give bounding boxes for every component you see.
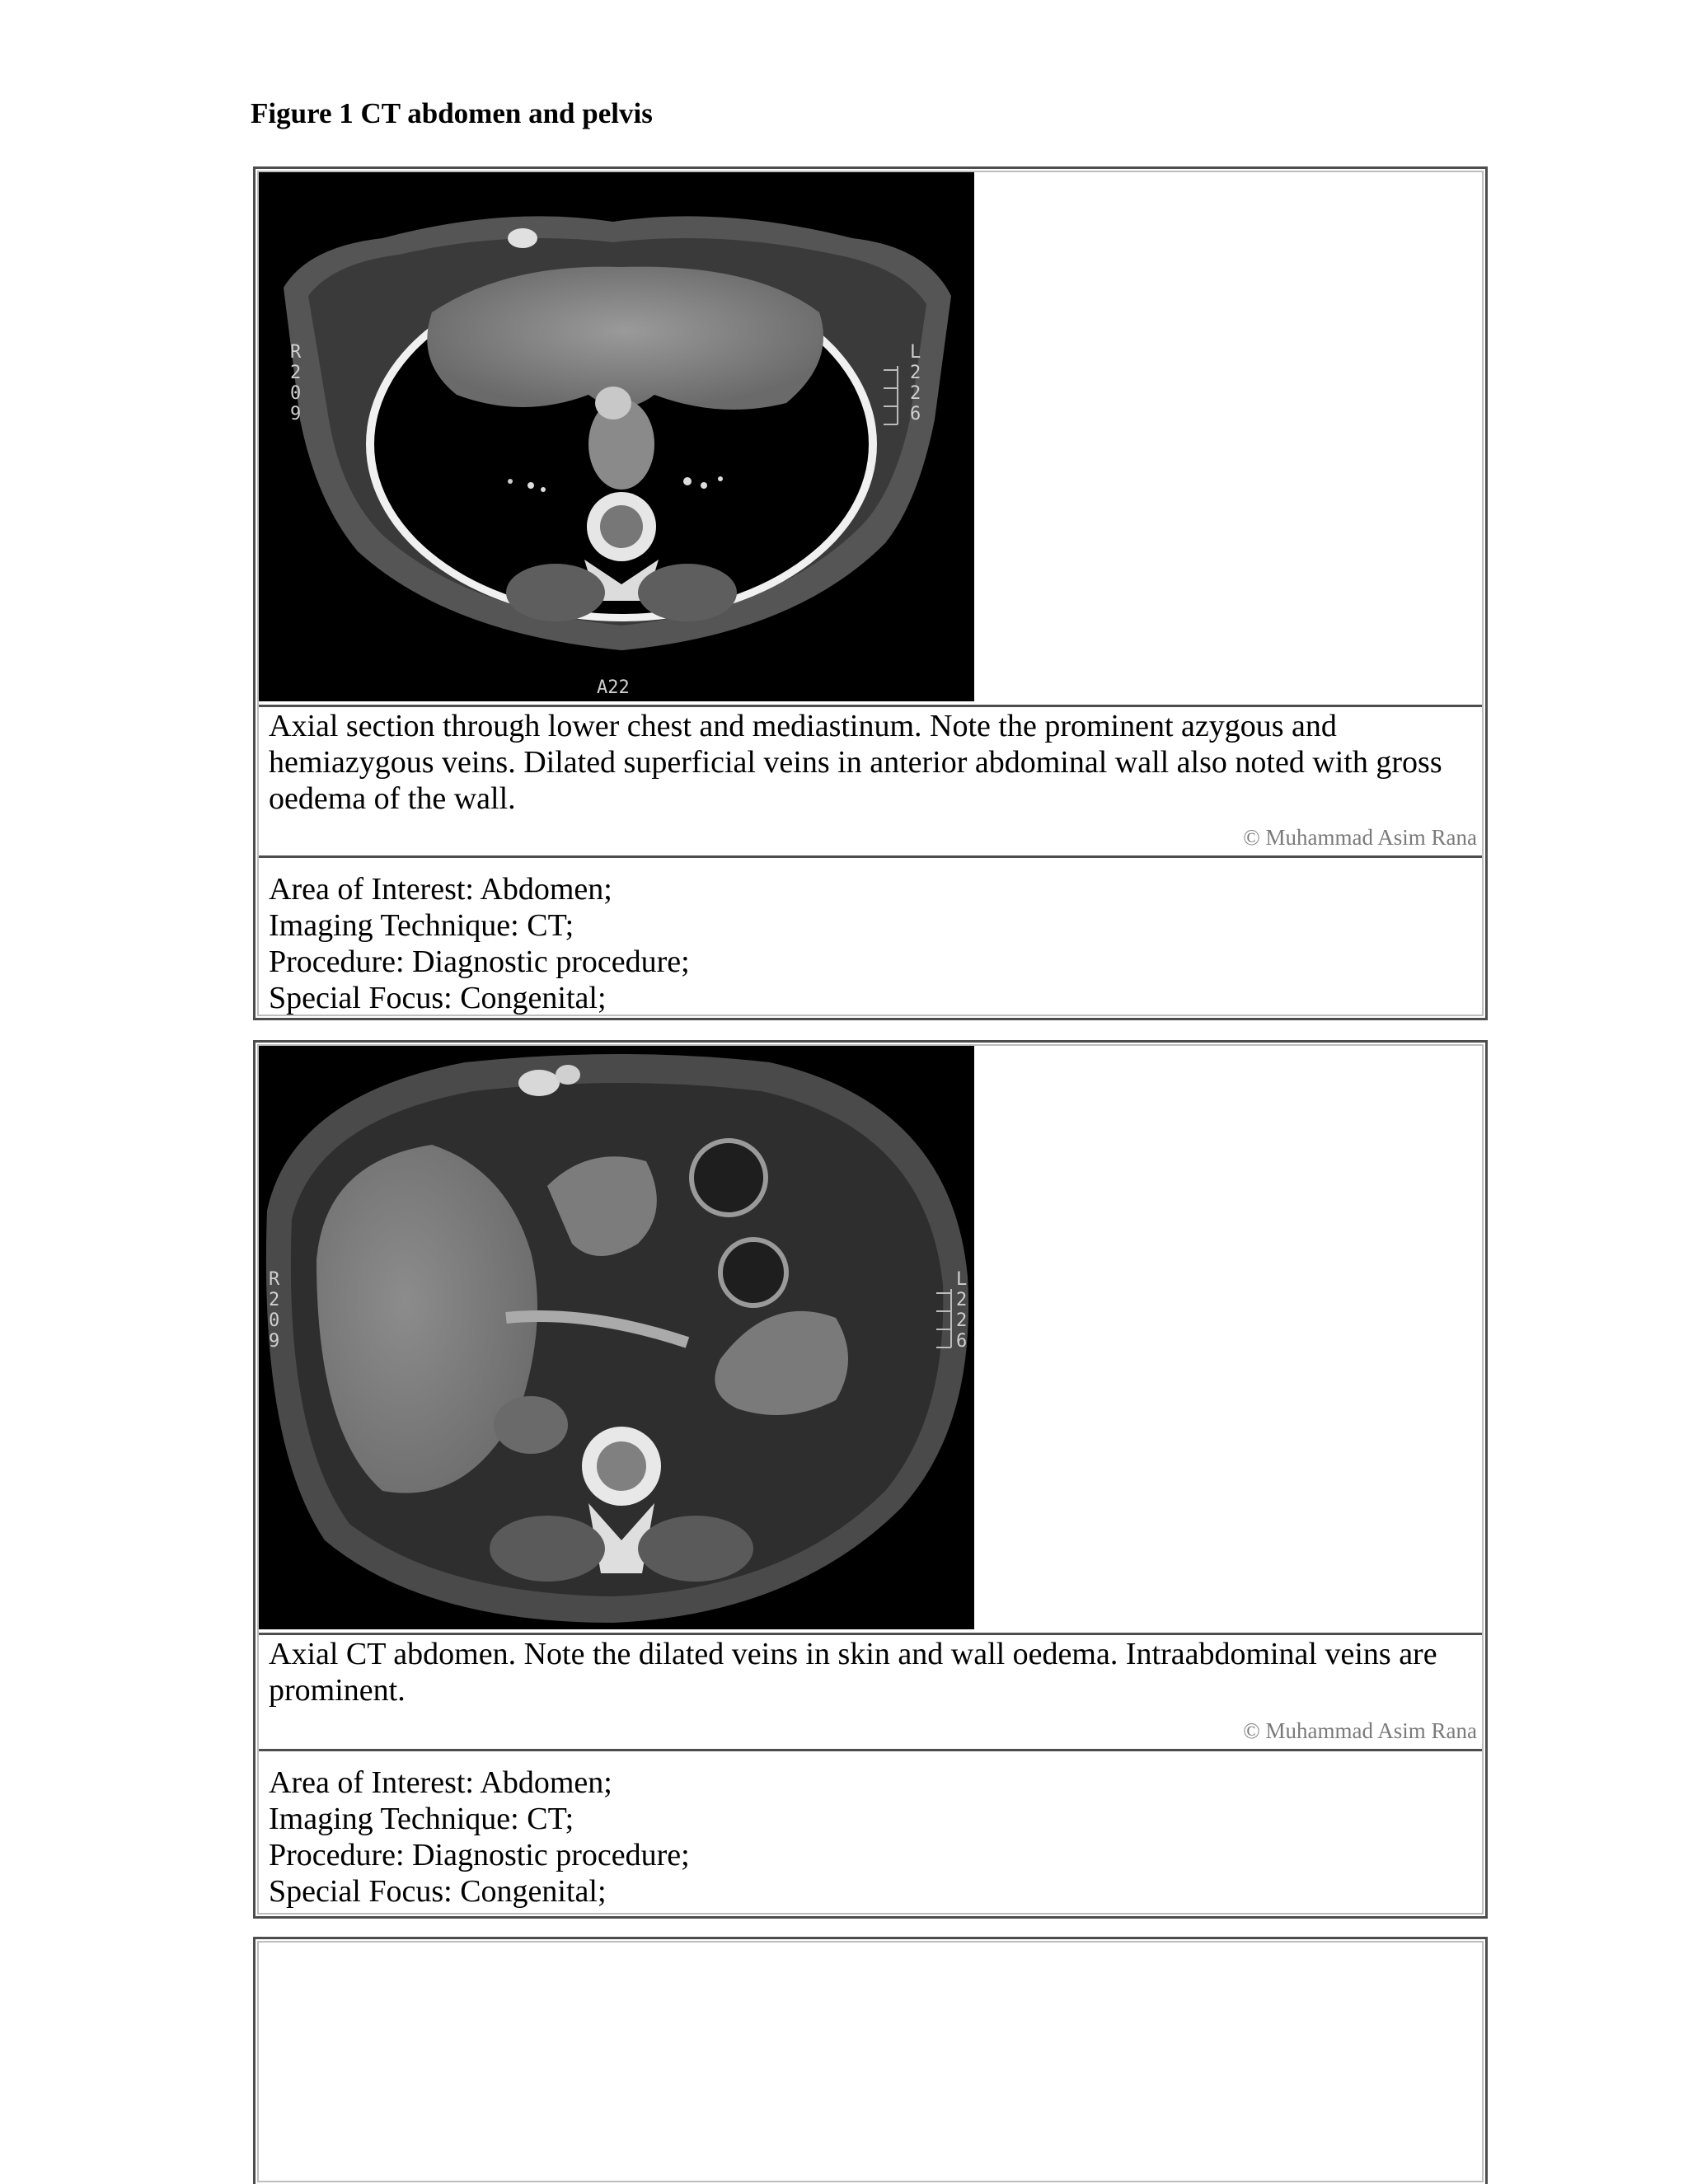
ct-label-r-2: 0 <box>269 1310 280 1331</box>
figure-title: Figure 1 CT abdomen and pelvis <box>251 97 653 129</box>
image-cell <box>259 172 1482 707</box>
ct-label-l-1: 2 <box>956 1290 968 1310</box>
procedure: Procedure: Diagnostic procedure; <box>269 944 690 979</box>
image-cell <box>259 1046 1482 1635</box>
ct-label-r: R <box>290 342 302 363</box>
ct-label-r-3: 9 <box>269 1331 280 1352</box>
ct-image-abdomen <box>259 1046 974 1629</box>
procedure: Procedure: Diagnostic procedure; <box>269 1838 690 1872</box>
divider <box>259 855 1482 858</box>
metadata <box>269 1765 1480 1910</box>
ct-label-l: L <box>910 342 921 363</box>
special-focus: Special Focus: Congenital; <box>269 1874 607 1909</box>
ct-label-l-1: 2 <box>910 363 921 383</box>
ct-label-r-3: 9 <box>290 404 302 424</box>
ct-label-r-2: 0 <box>290 383 302 404</box>
figure-panel-1 <box>253 166 1488 1020</box>
copyright: © Muhammad Asim Rana <box>1243 1718 1477 1743</box>
ct-label-l-3: 6 <box>956 1331 968 1352</box>
ct-label-l: L <box>956 1269 968 1290</box>
metadata <box>269 871 1480 1016</box>
ct-label-l-2: 2 <box>910 383 921 404</box>
figure-panel-2 <box>253 1040 1488 1919</box>
ct-label-bottom: A22 <box>597 677 630 698</box>
imaging-technique: Imaging Technique: CT; <box>269 1802 574 1836</box>
caption: Axial CT abdomen. Note the dilated veins in skin and wall oedema. Intraabdominal veins are prominent. <box>269 1637 1437 1708</box>
ct-label-r-1: 2 <box>290 363 302 383</box>
divider <box>259 1749 1482 1751</box>
special-focus: Special Focus: Congenital; <box>269 981 607 1015</box>
area-of-interest: Area of Interest: Abdomen; <box>269 1765 612 1800</box>
ct-label-l-3: 6 <box>910 404 921 424</box>
ct-label-r-1: 2 <box>269 1290 280 1310</box>
imaging-technique: Imaging Technique: CT; <box>269 908 574 943</box>
copyright: © Muhammad Asim Rana <box>1243 825 1477 850</box>
caption: Axial section through lower chest and mediastinum. Note the prominent azygous and hemiazygous veins. Dilated superficial veins in anterior abdominal wall also noted with gross oedema of the wall. <box>269 709 1442 816</box>
ct-label-r: R <box>269 1269 280 1290</box>
ct-label-l-2: 2 <box>956 1310 968 1331</box>
figure-panel-3 <box>253 1937 1488 2184</box>
ct-image-chest <box>259 172 974 701</box>
area-of-interest: Area of Interest: Abdomen; <box>269 872 612 907</box>
